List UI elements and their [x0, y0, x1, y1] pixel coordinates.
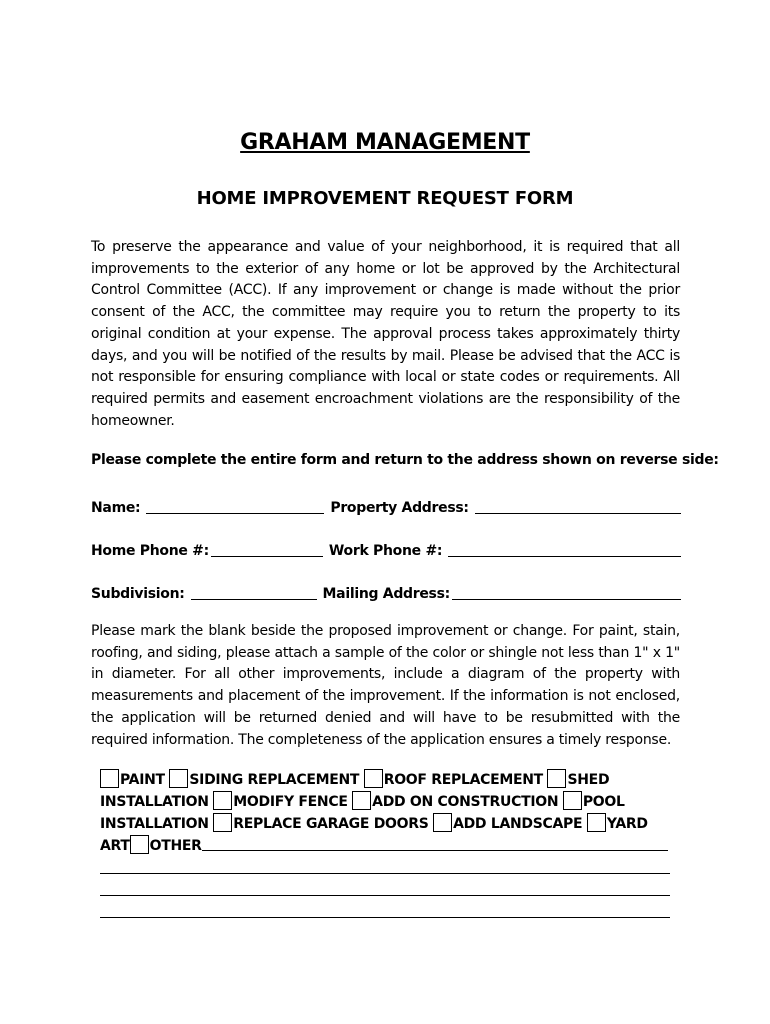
siding-checkbox[interactable]	[169, 769, 188, 788]
landscape-checkbox[interactable]	[433, 813, 452, 832]
add-on-label: ADD ON CONSTRUCTION	[372, 794, 559, 810]
work-phone-label: Work Phone #:	[328, 543, 443, 559]
options-line-2	[100, 791, 625, 811]
subdivision-field[interactable]	[191, 585, 317, 600]
garage-label: REPLACE GARAGE DOORS	[233, 816, 429, 832]
options-line-1	[100, 769, 609, 789]
subdivision-label: Subdivision:	[91, 586, 185, 602]
options-line-3	[100, 813, 648, 833]
landscape-label: ADD LANDSCAPE	[453, 816, 583, 832]
description-line-2[interactable]	[100, 895, 670, 896]
mailing-address-field[interactable]	[452, 585, 681, 600]
company-title: GRAHAM MANAGEMENT	[240, 130, 530, 155]
garage-checkbox[interactable]	[213, 813, 232, 832]
name-field[interactable]	[146, 499, 324, 514]
siding-label: SIDING REPLACEMENT	[189, 772, 360, 788]
options-line-4	[100, 835, 668, 855]
intro-paragraph: To preserve the appearance and value of your neighborhood, it is required that all improvements to the exterior of any home or lot be approved by the Architectural Control Committee (ACC). If any improvement or change is made without the prior consent of the ACC, the committee may require you to return the property to its original condition at your expense. The approval process takes approximately thirty days, and you will be notified of the results by mail. Please be advised that the ACC is not responsible for ensuring compliance with local or state codes or requirements. All required permits and easement encroachment violations are the responsibility of the homeowner.	[91, 239, 680, 429]
pool-checkbox[interactable]	[563, 791, 582, 810]
pool-label: POOL	[582, 794, 625, 810]
paint-checkbox[interactable]	[100, 769, 119, 788]
description-line-3[interactable]	[100, 917, 670, 918]
home-phone-label: Home Phone #:	[91, 543, 209, 559]
shed-checkbox[interactable]	[547, 769, 566, 788]
property-address-field[interactable]	[475, 499, 681, 514]
form-title: HOME IMPROVEMENT REQUEST FORM	[196, 188, 574, 209]
yard-checkbox[interactable]	[587, 813, 606, 832]
other-description-field[interactable]	[202, 836, 668, 851]
instruction-text: Please complete the entire form and return to the address shown on reverse side:	[91, 452, 719, 468]
name-address-row	[91, 494, 681, 516]
mark-instructions-paragraph: Please mark the blank beside the proposed improvement or change. For paint, stain, roofing, and siding, please attach a sample of the color or shingle not less than 1" x 1" in diameter. For all other improvements, include a diagram of the property with measurements and placement of the improvement. If the information is not enclosed, the application will be returned denied and will have to be resubmitted with the required information. The completeness of the application ensures a timely response.	[91, 623, 680, 748]
yard-label-cont: ART	[100, 838, 130, 854]
subdivision-mailing-row	[91, 580, 681, 602]
roof-label: ROOF REPLACEMENT	[383, 772, 543, 788]
pool-label-cont: INSTALLATION	[100, 816, 209, 832]
work-phone-field[interactable]	[448, 542, 681, 557]
description-line-1[interactable]	[100, 873, 670, 874]
phone-row	[91, 537, 681, 559]
fence-checkbox[interactable]	[213, 791, 232, 810]
property-address-label: Property Address:	[330, 500, 469, 516]
shed-label: SHED	[567, 772, 610, 788]
roof-checkbox[interactable]	[364, 769, 383, 788]
name-label: Name:	[91, 500, 141, 516]
home-phone-field[interactable]	[211, 542, 323, 557]
fence-label: MODIFY FENCE	[233, 794, 348, 810]
mailing-address-label: Mailing Address:	[322, 586, 450, 602]
other-label: OTHER	[149, 838, 202, 854]
add-on-checkbox[interactable]	[352, 791, 371, 810]
paint-label: PAINT	[120, 772, 165, 788]
yard-label: YARD	[606, 816, 648, 832]
shed-label-cont: INSTALLATION	[100, 794, 209, 810]
other-checkbox[interactable]	[130, 835, 149, 854]
